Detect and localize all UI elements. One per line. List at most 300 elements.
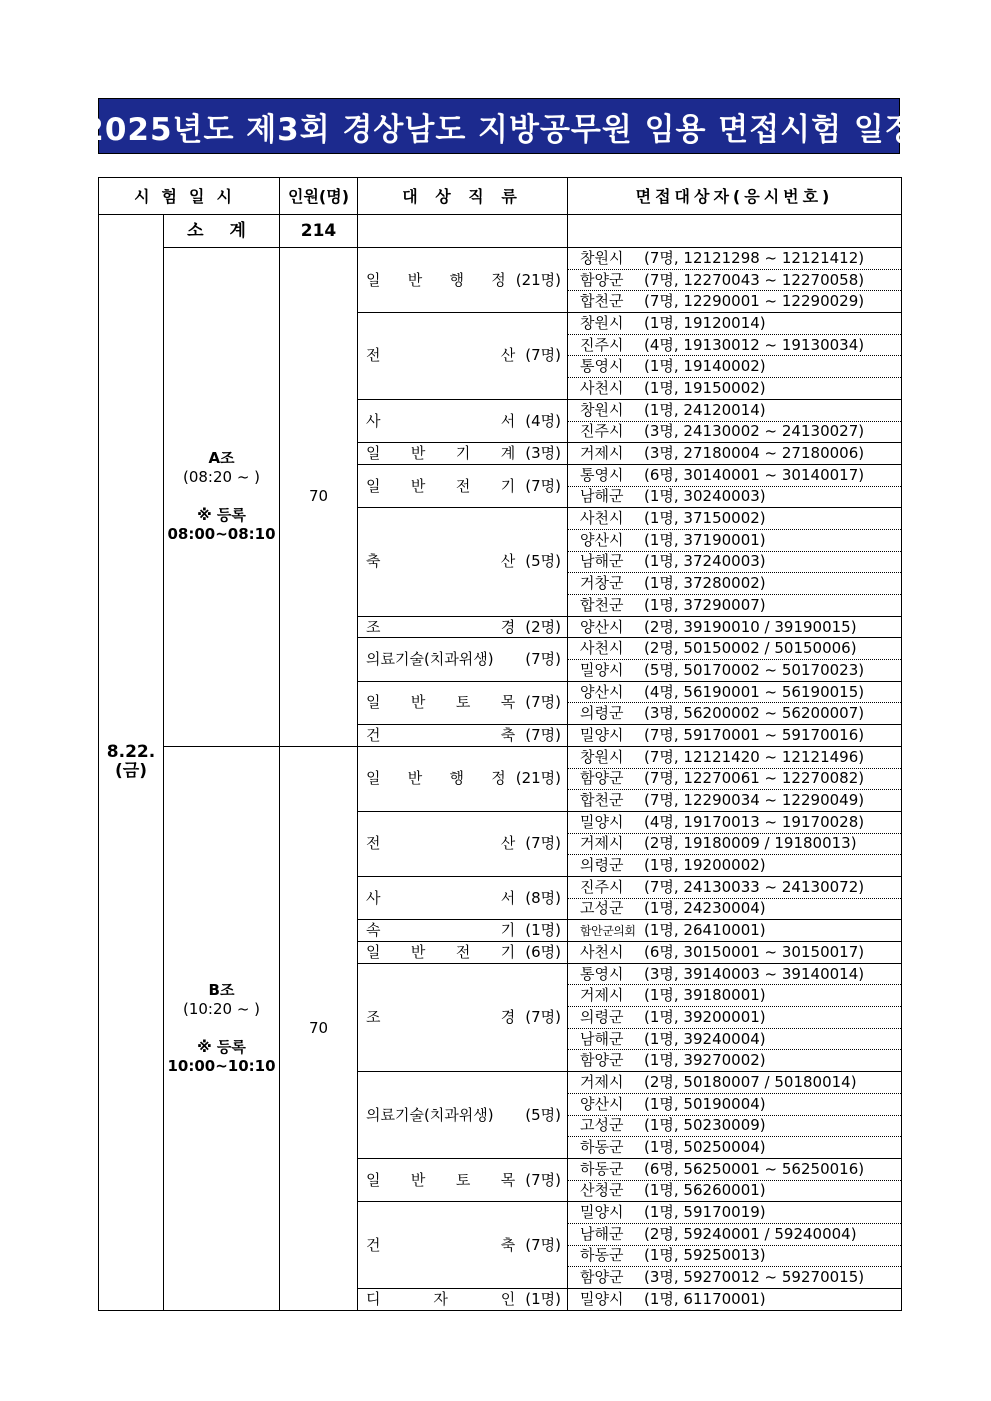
candidate-numbers: (1명, 19140002) <box>644 357 766 376</box>
candidate-entry <box>568 1115 902 1137</box>
candidate-numbers: (6명, 56250001 ~ 56250016) <box>644 1159 865 1178</box>
job-name-char: 반 <box>410 444 426 463</box>
job-label <box>366 943 561 962</box>
candidate-entry <box>568 876 902 898</box>
job-name <box>366 552 515 571</box>
job-name-char: 반 <box>410 693 426 712</box>
candidate-area: 남해군 <box>580 1029 624 1048</box>
job-name <box>366 921 515 940</box>
page-title <box>82 98 916 154</box>
group-name: B조 <box>208 980 235 999</box>
job-name-char: 목 <box>500 1170 516 1189</box>
candidate-entry <box>568 1007 902 1029</box>
candidate-numbers: (1명, 37150002) <box>644 509 766 528</box>
candidate-numbers: (1명, 37190001) <box>644 530 766 549</box>
candidate-area: 밀양시 <box>580 812 624 831</box>
job-label <box>366 618 561 637</box>
job-label <box>366 477 561 496</box>
exam-date-weekday: (금) <box>115 761 147 782</box>
candidate-entry <box>568 291 902 313</box>
job-count: (7명) <box>525 693 562 712</box>
candidate-entry <box>568 248 902 270</box>
job-name <box>366 271 506 290</box>
job-count: (7명) <box>525 1007 562 1026</box>
job-category <box>358 876 568 919</box>
candidate-entry <box>568 1223 902 1245</box>
job-name-char: 축 <box>500 1235 516 1254</box>
job-category <box>358 248 568 313</box>
candidate-area: 함양군 <box>580 1268 624 1287</box>
job-name <box>366 1106 515 1125</box>
job-name-char: 사 <box>366 411 381 430</box>
job-name-char: 조 <box>366 1007 381 1026</box>
registration-label: ※ 등록 <box>197 506 246 525</box>
job-name-char: 축 <box>500 725 516 744</box>
job-name-char: 기 <box>500 476 516 495</box>
registration-time: 10:00~10:10 <box>167 1056 276 1075</box>
candidate-area: 거창군 <box>580 574 624 593</box>
candidate-entry <box>568 1289 902 1311</box>
candidate-entry <box>568 681 902 703</box>
candidate-entry <box>568 313 902 335</box>
job-name-char: 행 <box>449 270 464 289</box>
candidate-entry <box>568 1028 902 1050</box>
job-label <box>366 1236 561 1255</box>
candidate-entry <box>568 595 902 617</box>
job-name-char: 건 <box>366 1235 381 1254</box>
candidate-numbers: (6명, 30150001 ~ 30150017) <box>644 942 865 961</box>
candidate-entry <box>568 1158 902 1180</box>
job-label <box>366 412 561 431</box>
job-category <box>358 399 568 442</box>
job-name-char: 반 <box>410 942 426 961</box>
candidate-entry <box>568 1267 902 1289</box>
candidate-entry <box>568 378 902 400</box>
job-name-char: 의료기술(치과위생) <box>366 1105 494 1124</box>
candidate-numbers: (1명, 39270002) <box>644 1051 766 1070</box>
candidate-area: 양산시 <box>580 617 624 636</box>
job-name-char: 전 <box>366 346 381 365</box>
candidate-area: 사천시 <box>580 509 624 528</box>
job-name-char: 축 <box>366 552 381 571</box>
job-name-char: 의료기술(치과위생) <box>366 650 494 669</box>
candidate-numbers: (3명, 27180004 ~ 27180006) <box>644 444 865 463</box>
candidate-numbers: (2명, 39190010 / 39190015) <box>644 617 857 636</box>
candidate-entry <box>568 855 902 877</box>
candidate-entry <box>568 551 902 573</box>
candidate-area: 거제시 <box>580 444 624 463</box>
group-count: 70 <box>280 746 358 1310</box>
candidate-entry <box>568 898 902 920</box>
subtotal-label: 소 계 <box>164 215 280 248</box>
candidate-area: 밀양시 <box>580 1289 624 1308</box>
job-count: (7명) <box>525 725 562 744</box>
job-count: (7명) <box>525 650 562 669</box>
job-count: (6명) <box>525 942 562 961</box>
candidate-area: 통영시 <box>580 964 624 983</box>
candidate-entry <box>568 616 902 638</box>
job-category <box>358 1289 568 1311</box>
candidate-entry <box>568 486 902 508</box>
exam-date-day: 8.22. <box>106 742 156 763</box>
candidate-numbers: (1명, 24120014) <box>644 400 766 419</box>
job-name-char: 전 <box>366 834 381 853</box>
candidate-area: 남해군 <box>580 1224 624 1243</box>
job-name-char: 전 <box>455 476 471 495</box>
job-count: (7명) <box>525 1170 562 1189</box>
candidate-area: 거제시 <box>580 1072 624 1091</box>
candidate-area: 밀양시 <box>580 1203 624 1222</box>
registration-label: ※ 등록 <box>197 1037 246 1056</box>
job-category <box>358 811 568 876</box>
candidate-entry <box>568 746 902 768</box>
candidate-numbers: (1명, 37280002) <box>644 574 766 593</box>
subtotal-value: 214 <box>280 215 358 248</box>
job-name <box>366 889 515 908</box>
job-name-char: 사 <box>366 888 381 907</box>
job-count: (1명) <box>525 1289 562 1308</box>
candidate-numbers: (7명, 12290034 ~ 12290049) <box>644 791 865 810</box>
candidate-area: 밀양시 <box>580 725 624 744</box>
job-name-char: 반 <box>410 1170 426 1189</box>
job-name-char: 전 <box>455 942 471 961</box>
candidate-entry <box>568 1202 902 1224</box>
candidate-numbers: (5명, 50170002 ~ 50170023) <box>644 660 865 679</box>
job-label <box>366 650 561 669</box>
job-count: (4명) <box>525 411 562 430</box>
candidate-numbers: (1명, 59250013) <box>644 1246 766 1265</box>
group-start-time: (10:20 ~ ) <box>182 999 261 1018</box>
job-name-char: 계 <box>500 444 516 463</box>
job-label <box>366 1008 561 1027</box>
exam-date <box>99 215 164 1311</box>
candidate-numbers: (1명, 26410001) <box>644 920 766 939</box>
candidate-area: 진주시 <box>580 877 624 896</box>
page-title-text: 2025년도 제3회 경상남도 지방공무원 임용 면접시험 일정 <box>82 111 916 148</box>
candidate-numbers: (7명, 12270061 ~ 12270082) <box>644 769 865 788</box>
job-name-char: 기 <box>500 942 516 961</box>
candidate-numbers: (7명, 24130033 ~ 24130072) <box>644 877 865 896</box>
header-row <box>99 178 902 215</box>
candidate-area: 의령군 <box>580 856 624 875</box>
job-category <box>358 443 568 465</box>
candidate-entry <box>568 269 902 291</box>
job-name-char: 일 <box>366 1170 381 1189</box>
candidate-numbers: (7명, 12290001 ~ 12290029) <box>644 292 865 311</box>
candidate-area: 합천군 <box>580 595 624 614</box>
candidate-area: 양산시 <box>580 682 624 701</box>
job-name <box>366 618 515 637</box>
job-name <box>366 412 515 431</box>
candidate-numbers: (1명, 50230009) <box>644 1116 766 1135</box>
job-category <box>358 638 568 681</box>
candidate-numbers: (1명, 39240004) <box>644 1029 766 1048</box>
candidate-entry <box>568 399 902 421</box>
candidate-numbers: (1명, 61170001) <box>644 1289 766 1308</box>
candidate-entry <box>568 1050 902 1072</box>
candidate-area: 통영시 <box>580 357 624 376</box>
job-count: (7명) <box>525 1235 562 1254</box>
candidate-area: 의령군 <box>580 1007 624 1026</box>
candidate-area: 의령군 <box>580 704 624 723</box>
candidate-area: 합천군 <box>580 791 624 810</box>
job-category <box>358 963 568 1071</box>
subtotal-blank <box>568 215 902 248</box>
job-category <box>358 942 568 964</box>
job-name <box>366 693 515 712</box>
job-name-char: 산 <box>500 552 516 571</box>
candidate-entry <box>568 725 902 747</box>
job-name-char: 서 <box>500 888 516 907</box>
candidate-area: 남해군 <box>580 487 624 506</box>
job-category <box>358 746 568 811</box>
candidate-numbers: (1명, 30240003) <box>644 487 766 506</box>
job-count: (3명) <box>525 444 562 463</box>
job-name-char: 일 <box>366 942 381 961</box>
group-spacer <box>164 487 279 506</box>
candidate-numbers: (4명, 19170013 ~ 19170028) <box>644 812 865 831</box>
header-job: 대 상 직 류 <box>358 178 568 215</box>
job-name-char: 자 <box>433 1289 448 1308</box>
candidate-entry <box>568 443 902 465</box>
job-label <box>366 444 561 463</box>
job-count: (7명) <box>525 346 562 365</box>
job-category <box>358 1072 568 1159</box>
candidate-numbers: (1명, 24230004) <box>644 899 766 918</box>
job-name <box>366 1290 515 1309</box>
job-name-char: 정 <box>491 270 506 289</box>
candidate-entry <box>568 573 902 595</box>
candidate-numbers: (1명, 37240003) <box>644 552 766 571</box>
candidate-entry <box>568 833 902 855</box>
job-name-char: 기 <box>455 444 471 463</box>
job-label <box>366 726 561 745</box>
candidate-area: 진주시 <box>580 422 624 441</box>
job-category <box>358 725 568 747</box>
candidate-area: 창원시 <box>580 313 624 332</box>
candidate-area: 합천군 <box>580 292 624 311</box>
job-category <box>358 681 568 724</box>
candidate-numbers: (3명, 24130002 ~ 24130027) <box>644 422 865 441</box>
candidate-entry <box>568 963 902 985</box>
candidate-area: 고성군 <box>580 1116 624 1135</box>
candidate-numbers: (1명, 39180001) <box>644 986 766 1005</box>
candidate-numbers: (1명, 59170019) <box>644 1203 766 1222</box>
job-label <box>366 1171 561 1190</box>
candidate-entry <box>568 334 902 356</box>
candidate-entry <box>568 508 902 530</box>
job-count: (5명) <box>525 552 562 571</box>
job-name-char: 서 <box>500 411 516 430</box>
group-spacer <box>164 1019 279 1038</box>
candidate-area: 양산시 <box>580 530 624 549</box>
candidate-numbers: (1명, 19120014) <box>644 313 766 332</box>
candidate-entry <box>568 421 902 443</box>
candidate-area: 함양군 <box>580 270 624 289</box>
candidate-numbers: (1명, 19200002) <box>644 856 766 875</box>
job-count: (5명) <box>525 1105 562 1124</box>
candidate-area: 남해군 <box>580 552 624 571</box>
job-name-char: 속 <box>366 921 381 940</box>
candidate-numbers: (7명, 59170001 ~ 59170016) <box>644 725 865 744</box>
table-row <box>99 746 902 768</box>
candidate-area: 산청군 <box>580 1181 624 1200</box>
candidate-area: 하동군 <box>580 1246 624 1265</box>
candidate-numbers: (3명, 56200002 ~ 56200007) <box>644 704 865 723</box>
job-name-char: 인 <box>500 1289 516 1308</box>
candidate-entry <box>568 1093 902 1115</box>
candidate-numbers: (6명, 30140001 ~ 30140017) <box>644 465 865 484</box>
job-label <box>366 1290 561 1309</box>
subtotal-row <box>99 215 902 248</box>
candidate-entry <box>568 942 902 964</box>
candidate-entry <box>568 920 902 942</box>
job-label <box>366 834 561 853</box>
candidate-numbers: (3명, 59270012 ~ 59270015) <box>644 1268 865 1287</box>
candidate-area: 거제시 <box>580 834 624 853</box>
job-name <box>366 477 515 496</box>
candidate-area: 거제시 <box>580 986 624 1005</box>
header-date: 시험일시 <box>99 178 280 215</box>
candidate-numbers: (1명, 37290007) <box>644 595 766 614</box>
candidate-area: 함안군의회 <box>580 923 636 938</box>
candidate-area: 함양군 <box>580 1051 624 1070</box>
candidate-area: 창원시 <box>580 248 624 267</box>
job-name <box>366 346 515 365</box>
schedule-table <box>98 177 902 1311</box>
job-name-char: 디 <box>366 1289 381 1308</box>
candidate-numbers: (4명, 56190001 ~ 56190015) <box>644 682 865 701</box>
candidate-area: 하동군 <box>580 1138 624 1157</box>
candidate-numbers: (2명, 50180007 / 50180014) <box>644 1072 857 1091</box>
job-name-char: 반 <box>410 476 426 495</box>
job-name-char: 일 <box>366 270 381 289</box>
candidate-numbers: (3명, 39140003 ~ 39140014) <box>644 964 865 983</box>
job-category <box>358 1158 568 1201</box>
candidate-numbers: (1명, 50190004) <box>644 1094 766 1113</box>
job-count: (1명) <box>525 921 562 940</box>
candidate-numbers: (1명, 56260001) <box>644 1181 766 1200</box>
job-label <box>366 693 561 712</box>
job-count: (21명) <box>515 270 562 289</box>
candidate-numbers: (1명, 19150002) <box>644 378 766 397</box>
job-name-char: 반 <box>407 270 423 289</box>
header-count: 인원(명) <box>280 178 358 215</box>
candidate-numbers: (2명, 50150002 / 50150006) <box>644 639 857 658</box>
job-name-char: 산 <box>500 834 516 853</box>
job-name-char: 정 <box>491 769 506 788</box>
candidate-entry <box>568 638 902 660</box>
candidate-entry <box>568 1180 902 1202</box>
group-cell <box>164 746 280 1310</box>
candidate-entry <box>568 1245 902 1267</box>
job-name-char: 산 <box>500 346 516 365</box>
job-label <box>366 346 561 365</box>
job-name <box>366 1008 515 1027</box>
job-category <box>358 1202 568 1289</box>
candidate-entry <box>568 985 902 1007</box>
job-label <box>366 552 561 571</box>
job-name <box>366 650 515 669</box>
job-name <box>366 943 515 962</box>
candidate-entry <box>568 811 902 833</box>
candidate-area: 통영시 <box>580 465 624 484</box>
candidate-entry <box>568 356 902 378</box>
job-count: (7명) <box>525 834 562 853</box>
candidate-area: 진주시 <box>580 335 624 354</box>
job-name <box>366 726 515 745</box>
candidate-entry <box>568 464 902 486</box>
job-name-char: 일 <box>366 444 381 463</box>
candidate-entry <box>568 703 902 725</box>
job-name-char: 건 <box>366 725 381 744</box>
job-name-char: 경 <box>500 1007 516 1026</box>
job-label <box>366 921 561 940</box>
registration-time: 08:00~08:10 <box>167 525 276 544</box>
job-name-char: 경 <box>500 617 516 636</box>
job-label <box>366 1106 561 1125</box>
candidate-area: 창원시 <box>580 400 624 419</box>
job-name-char: 일 <box>366 693 381 712</box>
subtotal-blank <box>358 215 568 248</box>
job-category <box>358 508 568 616</box>
candidate-numbers: (4명, 19130012 ~ 19130034) <box>644 335 865 354</box>
job-name <box>366 1236 515 1255</box>
candidate-numbers: (1명, 39200001) <box>644 1007 766 1026</box>
candidate-area: 밀양시 <box>580 660 624 679</box>
job-name-char: 기 <box>500 921 516 940</box>
job-name-char: 일 <box>366 769 381 788</box>
candidate-area: 고성군 <box>580 899 624 918</box>
job-label <box>366 271 561 290</box>
group-name: A조 <box>208 449 235 468</box>
candidate-entry <box>568 660 902 682</box>
job-name-char: 조 <box>366 617 381 636</box>
candidate-entry <box>568 768 902 790</box>
candidate-area: 사천시 <box>580 639 624 658</box>
candidate-area: 함양군 <box>580 769 624 788</box>
candidate-area: 사천시 <box>580 942 624 961</box>
group-count: 70 <box>280 248 358 747</box>
candidate-numbers: (2명, 59240001 / 59240004) <box>644 1224 857 1243</box>
job-name <box>366 769 506 788</box>
job-category <box>358 920 568 942</box>
candidate-area: 사천시 <box>580 378 624 397</box>
job-category <box>358 616 568 638</box>
header-candidates: 면접대상자(응시번호) <box>568 178 902 215</box>
candidate-numbers: (7명, 12270043 ~ 12270058) <box>644 270 865 289</box>
job-name <box>366 834 515 853</box>
job-count: (2명) <box>525 617 562 636</box>
job-name-char: 토 <box>455 1170 471 1189</box>
job-category <box>358 313 568 400</box>
candidate-area: 하동군 <box>580 1159 624 1178</box>
job-name-char: 반 <box>407 769 423 788</box>
candidate-area: 양산시 <box>580 1094 624 1113</box>
job-name-char: 목 <box>500 693 516 712</box>
candidate-entry <box>568 1137 902 1159</box>
table-row <box>99 248 902 270</box>
candidate-numbers: (7명, 12121420 ~ 12121496) <box>644 747 865 766</box>
job-name-char: 토 <box>455 693 471 712</box>
candidate-entry <box>568 1072 902 1094</box>
candidate-entry <box>568 790 902 812</box>
candidate-numbers: (2명, 19180009 / 19180013) <box>644 834 857 853</box>
group-cell <box>164 248 280 747</box>
job-name <box>366 444 515 463</box>
job-name <box>366 1171 515 1190</box>
job-category <box>358 464 568 507</box>
